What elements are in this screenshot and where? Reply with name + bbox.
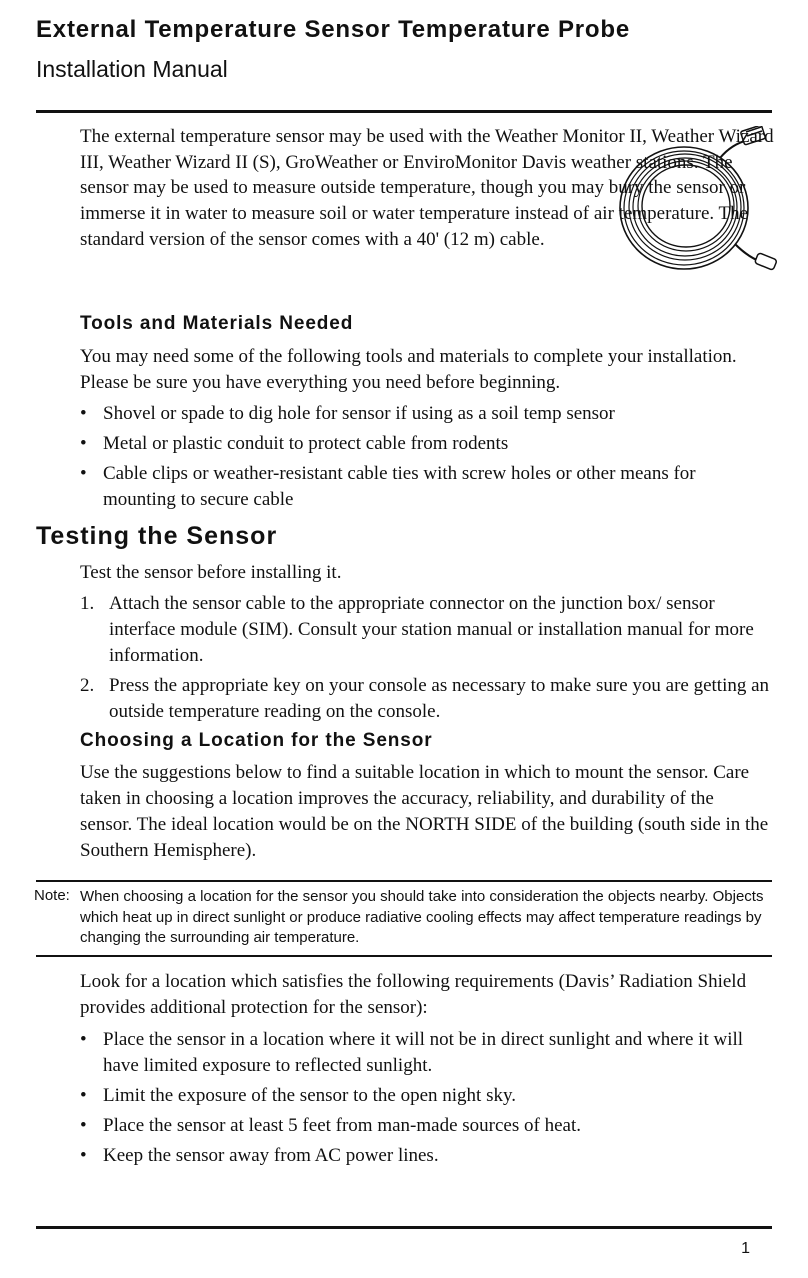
footer-divider — [36, 1226, 772, 1229]
note-label: Note: — [34, 887, 70, 904]
list-item: • Place the sensor in a location where it will not be in direct sunlight and where it will have limited exposure to reflected sunlight. — [80, 1027, 770, 1079]
note-bottom-divider — [36, 955, 772, 957]
requirements-list — [80, 1027, 770, 1173]
testing-heading: Testing the Sensor — [36, 522, 278, 550]
page-number: 1 — [741, 1240, 750, 1257]
list-item: • Cable clips or weather-resistant cable ties with screw holes or other means for mounting to secure cable — [80, 461, 770, 513]
note-text: When choosing a location for the sensor you should take into consideration the objects nearby. Objects which heat up in direct sunlight or produce radiative cooling effects may affect temperature readings by changing the surrounding air temperature. — [80, 888, 764, 946]
tools-heading: Tools and Materials Needed — [80, 313, 354, 334]
document-subtitle: Installation Manual — [36, 56, 228, 82]
header-divider — [36, 110, 772, 113]
location-heading: Choosing a Location for the Sensor — [80, 730, 433, 751]
list-item: • Shovel or spade to dig hole for sensor if using as a soil temp sensor — [80, 401, 770, 427]
tools-paragraph: You may need some of the following tools and materials to complete your installation. Please be sure you have everything you need before beginning. — [80, 346, 737, 393]
testing-paragraph: Test the sensor before installing it. — [80, 562, 342, 583]
testing-steps — [80, 591, 770, 729]
step-text: Attach the sensor cable to the appropriate connector on the junction box/ sensor interface module (SIM). Consult your station manual or installation manual for more information. — [109, 593, 754, 666]
step-item — [80, 673, 770, 725]
location-paragraph: Use the suggestions below to find a suitable location in which to mount the sensor. Care taken in choosing a location improves the accuracy, reliability, and durability of the sensor. The ideal location would be on the NORTH SIDE of the building (south side in the Southern Hemisphere). — [80, 762, 769, 861]
list-item: • Place the sensor at least 5 feet from man-made sources of heat. — [80, 1113, 770, 1139]
list-item: • Metal or plastic conduit to protect cable from rodents — [80, 431, 770, 457]
step-number: 2. — [80, 675, 95, 696]
tools-list — [80, 401, 770, 517]
intro-paragraph: The external temperature sensor may be used with the Weather Monitor II, Weather Wizard III, Weather Wizard II (S), GroWeather or EnviroMonitor Davis weather stations. The sensor may be used to measure outside temperature, though you may bury the sensor or immerse it in water to measure soil or water temperature instead of air temperature. The standard version of the sensor comes with a 40' (12 m) cable. — [80, 126, 774, 250]
document-title: External Temperature Sensor Temperature Probe — [36, 16, 630, 43]
note-top-divider — [36, 880, 772, 882]
step-number: 1. — [80, 593, 95, 614]
list-item: • Limit the exposure of the sensor to the open night sky. — [80, 1083, 770, 1109]
requirements-paragraph: Look for a location which satisfies the following requirements (Davis’ Radiation Shield provides additional protection for the sensor): — [80, 971, 747, 1018]
step-text: Press the appropriate key on your console as necessary to make sure you are getting an outside temperature reading on the console. — [109, 675, 770, 722]
step-item — [80, 591, 770, 669]
list-item: • Keep the sensor away from AC power lines. — [80, 1143, 770, 1169]
